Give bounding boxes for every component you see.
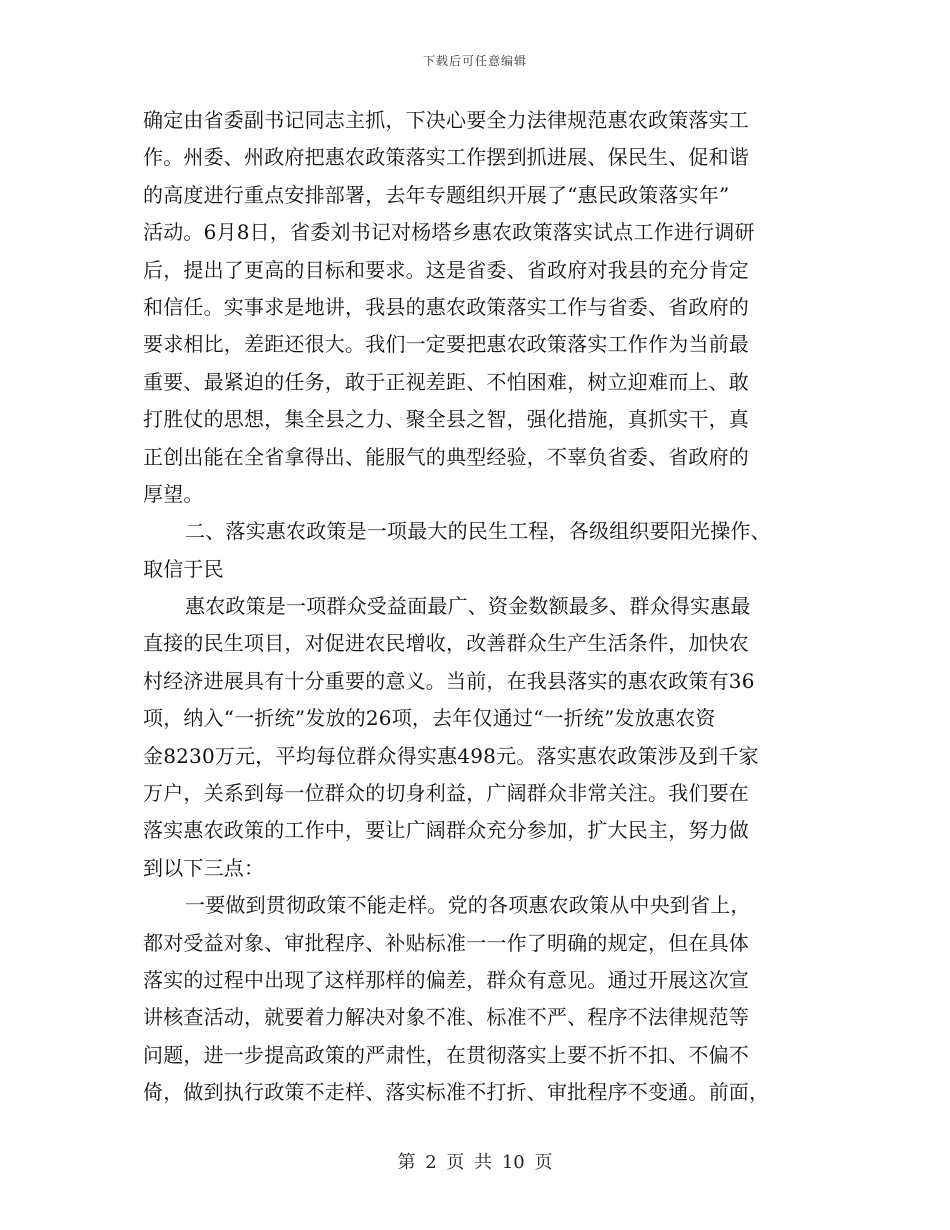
- body-line: 落实惠农政策的工作中，要让广阔群众充分参加，扩大民主，努力做: [143, 818, 749, 843]
- page-number-footer: 第 2 页 共 10 页: [397, 1152, 553, 1173]
- body-line: 村经济进展具有十分重要的意义。当前，在我县落实的惠农政策有36: [143, 668, 755, 693]
- body-line: 要求相比，差距还很大。我们一定要把惠农政策落实工作作为当前最: [143, 332, 749, 357]
- body-line: 惠农政策是一项群众受益面最广、资金数额最多、群众得实惠最: [185, 594, 751, 619]
- body-line: 和信任。实事求是地讲，我县的惠农政策落实工作与省委、省政府的: [143, 294, 749, 319]
- body-line: 一要做到贯彻政策不能走样。党的各项惠农政策从中央到省上，: [185, 893, 751, 918]
- body-line: 落实的过程中出现了这样那样的偏差，群众有意见。通过开展这次宣: [143, 967, 749, 992]
- body-line: 金8230万元，平均每位群众得实惠498元。落实惠农政策涉及到千家: [143, 743, 759, 768]
- document-body: [143, 102, 813, 1112]
- body-line: 到以下三点：: [143, 855, 265, 880]
- body-line: 问题，进一步提高政策的严肃性，在贯彻落实上要不折不扣、不偏不: [143, 1042, 749, 1067]
- body-line: 正创出能在全省拿得出、能服气的典型经验，不辜负省委、省政府的: [143, 444, 749, 469]
- body-line: 确定由省委副书记同志主抓，下决心要全力法律规范惠农政策落实工: [143, 108, 749, 132]
- body-line: 作。州委、州政府把惠农政策落实工作摆到抓进展、保民生、促和谐: [143, 145, 749, 170]
- body-line: 万户，关系到每一位群众的切身利益，广阔群众非常关注。我们要在: [143, 781, 749, 806]
- section-heading-line: 取信于民: [143, 556, 224, 581]
- body-line: 讲核查活动，就要着力解决对象不准、标准不严、程序不法律规范等: [143, 1005, 749, 1030]
- body-line: 打胜仗的思想，集全县之力、聚全县之智，强化措施，真抓实干，真: [143, 407, 749, 432]
- page-header-note: 下载后可任意编辑: [422, 54, 527, 68]
- body-line: 项，纳入“一折统”发放的26项，去年仅通过“一折统”发放惠农资: [143, 706, 716, 731]
- body-line: 重要、最紧迫的任务，敢于正视差距、不怕困难，树立迎难而上、敢: [143, 369, 749, 394]
- body-line: 厚望。: [143, 481, 204, 506]
- body-line: 后，提出了更高的目标和要求。这是省委、省政府对我县的充分肯定: [143, 257, 749, 282]
- body-line: 活动。6月8日，省委刘书记对杨塔乡惠农政策落实试点工作进行调研: [143, 220, 755, 245]
- body-line: 的高度进行重点安排部署，去年专题组织开展了“惠民政策落实年”: [143, 182, 730, 207]
- body-line: 倚，做到执行政策不走样、落实标准不打折、审批程序不变通。前面，: [143, 1080, 770, 1105]
- section-heading-line: 二、落实惠农政策是一项最大的民生工程，各级组织要阳光操作、: [185, 519, 771, 544]
- body-line: 都对受益对象、审批程序、补贴标准一一作了明确的规定，但在具体: [143, 930, 749, 955]
- body-line: 直接的民生项目，对促进农民增收，改善群众生产生活条件，加快农: [143, 631, 749, 656]
